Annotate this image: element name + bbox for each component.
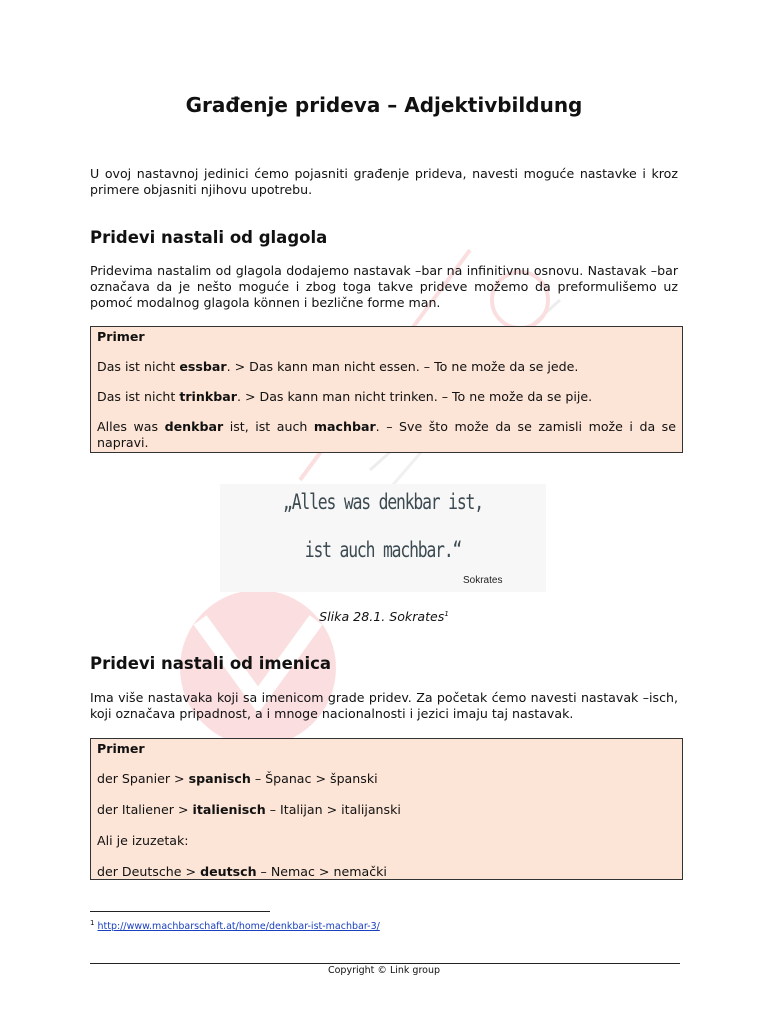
- example-box-nouns: [90, 738, 683, 880]
- section-heading-verbs: Pridevi nastali od glagola: [90, 228, 328, 247]
- intro-paragraph: U ovoj nastavnoj jedinici ćemo pojasniti građenje prideva, navesti moguće nastavke i kroz primere objasniti njihovu upotrebu.: [90, 166, 678, 197]
- footnote-link[interactable]: http://www.machbarschaft.at/home/denkbar-ist-machbar-3/: [97, 921, 380, 933]
- quote-line-2: ist auch machbar.“: [304, 538, 462, 562]
- quote-author: Sokrates: [463, 575, 503, 586]
- example-line: Das ist nicht trinkbar. > Das kann man nicht trinken. – To ne može da se pije.: [97, 389, 593, 404]
- example-line: Alles was denkbar ist, ist auch machbar. – Sve što može da se zamisli može i da se napravi.: [97, 419, 676, 450]
- example-line: der Spanier > spanisch – Španac > španski: [97, 771, 378, 786]
- example-box-verbs: [90, 326, 683, 453]
- example-line: der Deutsche > deutsch – Nemac > nemački: [97, 864, 387, 879]
- footer-divider: [90, 963, 680, 964]
- example-line: Das ist nicht essbar. > Das kann man nicht essen. – To ne može da se jede.: [97, 359, 579, 374]
- quote-image: [220, 484, 546, 592]
- example-line: der Italiener > italienisch – Italijan > italijanski: [97, 802, 401, 817]
- section-body-verbs: Pridevima nastalim od glagola dodajemo nastavak –bar na infinitivnu osnovu. Nastavak –bar označava da je nešto moguće i zbog toga takve prideve možemo da preformulišemo uz pomoć modalnog glagola können i bezlične forme man.: [90, 263, 678, 310]
- footnote: $^1$ http://www.machbarschaft.at/home/denkbar-ist-machbar-3/: [90, 919, 380, 933]
- section-body-nouns: Ima više nastavaka koji sa imenicom grade pridev. Za početak ćemo navesti nastavak –isch, koji označava pripadnost, a i mnoge nacionalnosti i jezici imaju taj nastavak.: [90, 690, 678, 721]
- footnote-divider: [90, 911, 270, 912]
- quote-line-1: „Alles was denkbar ist,: [283, 490, 483, 514]
- figure-caption: Slika 28.1. Sokrates$^1$: [319, 609, 449, 624]
- example-line: Ali je izuzetak:: [97, 833, 189, 848]
- section-heading-nouns: Pridevi nastali od imenica: [90, 654, 332, 673]
- footer-copyright: Copyright © Link group: [327, 965, 441, 976]
- example-label: Primer: [97, 741, 145, 756]
- page-title: Građenje prideva – Adjektivbildung: [185, 93, 583, 117]
- example-label: Primer: [97, 329, 145, 344]
